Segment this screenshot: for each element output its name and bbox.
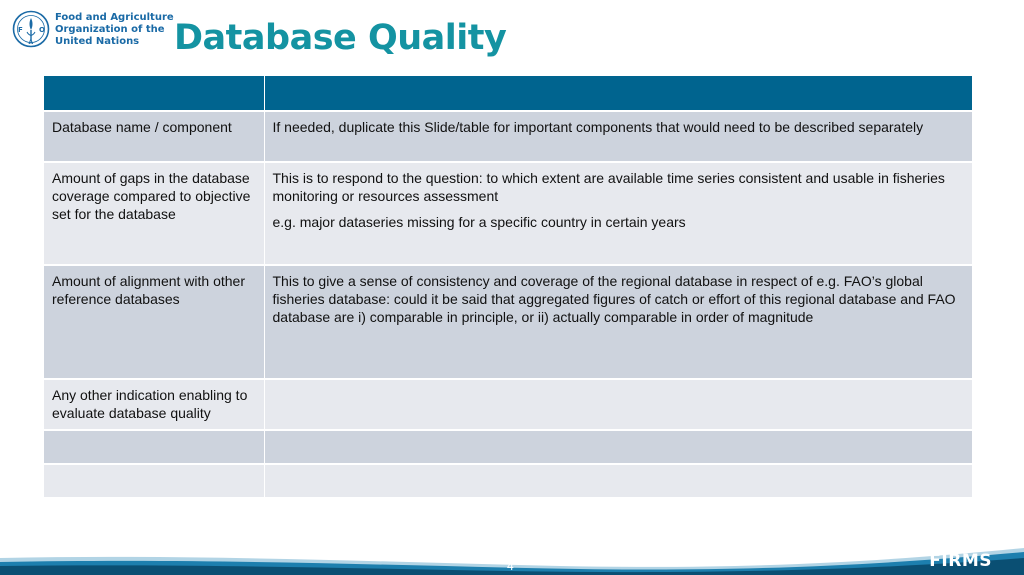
row-label-other-indication: Any other indication enabling to evaluate database quality — [44, 379, 264, 430]
quality-table-container — [44, 76, 972, 499]
table-row — [44, 379, 972, 430]
row-label-empty — [44, 430, 264, 464]
table-header-cell-1 — [44, 76, 264, 111]
row-description-empty — [264, 430, 972, 464]
row-description-empty — [264, 464, 972, 498]
table-header-row — [44, 76, 972, 111]
table-row — [44, 265, 972, 379]
fao-emblem-icon — [12, 10, 50, 48]
footer-band — [0, 540, 1024, 575]
fao-logo-text — [55, 12, 174, 48]
page-number: 4 — [507, 559, 514, 573]
fao-emblem-letter-o: O — [39, 26, 45, 34]
fao-logo-line-1: Food and Agriculture — [55, 12, 174, 23]
row-paragraph: If needed, duplicate this Slide/table for important components that would need to be described separately — [272, 119, 924, 135]
table-row — [44, 162, 972, 265]
fao-emblem-letter-a: A — [28, 39, 34, 46]
fao-emblem-letter-f: F — [18, 26, 23, 34]
row-label-database-name: Database name / component — [44, 111, 264, 162]
table-header-cell-2 — [264, 76, 972, 111]
row-description-database-name — [264, 111, 972, 162]
fao-logo-line-3: United Nations — [55, 36, 140, 47]
row-label-empty — [44, 464, 264, 498]
row-paragraph: e.g. major dataseries missing for a specific country in certain years — [272, 214, 686, 230]
fao-logo-line-2: Organization of the — [55, 24, 165, 35]
row-description-gaps — [264, 162, 972, 265]
table-row — [44, 111, 972, 162]
row-label-gaps: Amount of gaps in the database coverage compared to objective set for the database — [44, 162, 264, 265]
row-description-other-indication — [264, 379, 972, 430]
quality-table — [44, 76, 972, 499]
row-paragraph: This to give a sense of consistency and coverage of the regional database in respect of e.g. FAO’s global fisheries database: could it be said that aggregated figures of catch or effort of this regional database and FAO database are i) comparable in principle, or ii) actually comparable in order of magnitude — [272, 273, 956, 325]
page-title: Database Quality — [174, 18, 507, 58]
table-row — [44, 464, 972, 498]
firms-brand: FIRMS — [929, 551, 992, 571]
table-row — [44, 430, 972, 464]
fao-logo — [12, 10, 174, 52]
row-description-alignment — [264, 265, 972, 379]
row-label-alignment: Amount of alignment with other reference databases — [44, 265, 264, 379]
row-paragraph: This is to respond to the question: to which extent are available time series consistent and usable in fisheries monitoring or resources assessment — [272, 170, 945, 204]
